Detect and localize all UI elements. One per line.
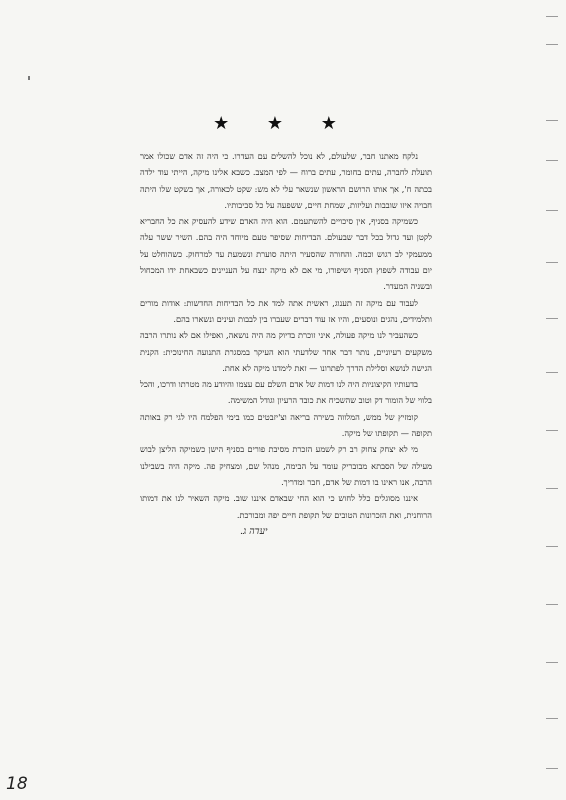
paragraph-1: נלקח מאתנו חבר, שלעולם, לא נוכל להשלים עם העדרו. כי היה זה אדם שכולו אמר תועלת לחברה, עתים בחומר, עתים ברוח — לפי המצב. כשבא אלינו מיקה, הייתי עוד ילדה בכתה ח', אך אותו הרושם הראשון שנשאר עלי לא מש: שקט לכאורה, אך בשקט שלו היתה חבויה איזו שובבות ועליזות, שמחת חיים, ששפעה על כל סביבותיו.	[140, 151, 432, 210]
edge-mark	[546, 546, 558, 547]
paragraph-8: איננו מסוגלים כלל לחוש כי הוא החי שבאדם איננו שוב. מיקה השאיר לנו את דמותו הרוחנית, ואת הזכרונות הטובים של תקופת חיים יפה ומבורכת.	[140, 493, 432, 520]
edge-mark	[546, 372, 558, 373]
paragraph-2: כשמיקה בסניף, אין סיכויים להשתעמם. הוא היה האדם שידע להעסיק את כל החבריא לקטן ועד גדול בכל דבר שבעולם. הבדיחות שסיפר טעם מיוחד היה בהם. השיר ששר עלה ממעמקי לב רגוש וכמה. והחורה שהסעיר היתה סוערת ונשמעת עד למרחוק. כשהוחלט על יום עבודה לשפוץ הסניף ושיפורו, מי אם לא מיקה ינצח על העניינים כשבאחת ידו המכחול ובשניה המעדר.	[140, 216, 432, 292]
edge-mark	[546, 768, 558, 769]
edge-mark	[546, 604, 558, 605]
memorial-text	[140, 148, 432, 540]
edge-mark	[546, 44, 558, 45]
edge-mark	[546, 662, 558, 663]
paragraph-4: כשהעביר לנו מיקה פעולה, איני זוכרת בדיוק מה היה נושאה, ואפילו אם לא נותרו הרבה משקעים רעיוניים, נותר דבר אחד שלדעתי הוא העיקר במסגרת התנועה החינוכית: הקנית הגישה לנושא וסלילת הדרך לפתרונו — זאת לימדנו מיקה לא אחת.	[140, 330, 432, 373]
paragraph-7: מי לא יצחק צחוק רב רק לשמע הזכרת מסיבת פורים בסניף הישן כשמיקה הליצן לבוש מעילה של הסבתא מבובריק עומד על הבימה, מנהל שם, ומצחיק פה. מיקה היה בשבילנו הרבה, אנו ראינו בו דמות של אדם, חבר ומדריך.	[140, 444, 432, 487]
paragraph-6: קומזיץ של ממש, המלווה בשירה בריאה וצ'יזבטים כמו בימי הפלמח היו לגי רק באותה תקופה — תקופתו של מיקה.	[140, 411, 432, 439]
edge-mark	[546, 718, 558, 719]
edge-mark	[546, 210, 558, 211]
page-number: 18	[6, 774, 28, 794]
edge-mark	[546, 318, 558, 319]
edge-mark	[546, 120, 558, 121]
edge-mark	[546, 160, 558, 161]
author-signature: יעדה ג.	[240, 525, 268, 537]
star-ornament: ★ ★ ★	[213, 113, 353, 134]
edge-mark	[546, 16, 558, 17]
edge-mark	[546, 488, 558, 489]
edge-mark	[546, 262, 558, 263]
paragraph-5: בדעותיו הקיצוניות היה לנו דמות של אדם השלם עם עצמו והיודע מה מטרתו ודרכו, והכל בלווי של הומור דק וטוב שהשכיח את כובד הרעיון וגודל המשימה.	[140, 379, 432, 406]
edge-mark	[546, 430, 558, 431]
margin-mark	[28, 76, 30, 80]
paragraph-3: לעבוד עם מיקה זה תענוג, ראשית אתה למד את כל הבדיחות החדשות: אודות מורים ותלמידים, נהגים ונוסעים, והיו אז עוד דברים שעברו בין לבבות ועינים ונשארו בהם.	[140, 297, 432, 324]
